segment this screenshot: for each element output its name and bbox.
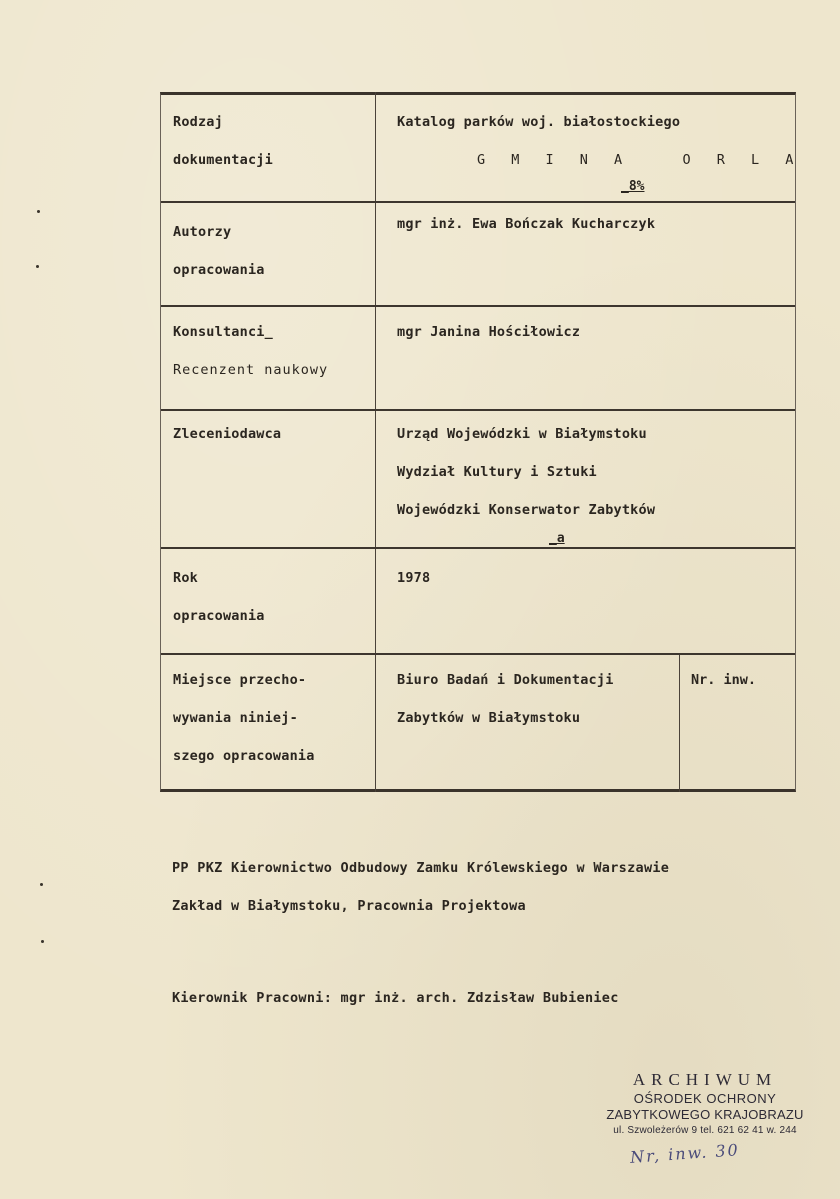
archive-stamp bbox=[590, 1070, 820, 1136]
table-row-storage-location bbox=[161, 655, 795, 792]
row-label: Rodzaj dokumentacji bbox=[173, 114, 273, 168]
row-value: mgr inż. Ewa Bończak Kucharczyk bbox=[397, 216, 656, 232]
table-row-document-type bbox=[161, 95, 803, 203]
row-value: Urząd Wojewódzki w Białymstoku Wydział Kultury i Sztuki Wojewódzki Konserwator Zabytków bbox=[397, 426, 656, 518]
workshop-manager: Kierownik Pracowni: mgr inż. arch. Zdzisław Bubieniec bbox=[172, 990, 619, 1006]
stamp-address: ul. Szwoleżerów 9 tel. 621 62 41 w. 244 bbox=[613, 1125, 797, 1136]
row-value: mgr Janina Hościłowicz bbox=[397, 324, 581, 340]
paper-speck bbox=[36, 265, 39, 268]
table-row-authors bbox=[161, 203, 795, 307]
row-label: Konsultanci_ Recenzent naukowy bbox=[173, 324, 329, 378]
row-label: Rok opracowania bbox=[173, 570, 265, 624]
table-row-year bbox=[161, 549, 795, 655]
paper-speck bbox=[40, 883, 43, 886]
handwritten-inventory-number: Nr, inw. 30 bbox=[629, 1140, 741, 1167]
column-divider-inventory bbox=[679, 655, 680, 792]
row-label: Zleceniodawca bbox=[173, 426, 282, 442]
handwritten-mark: _a bbox=[549, 531, 565, 546]
table-row-client bbox=[161, 411, 795, 549]
stamp-line-1: OŚRODEK OCHRONY bbox=[633, 1091, 777, 1106]
stamp-title: ARCHIWUM bbox=[632, 1070, 778, 1089]
documentation-table bbox=[160, 92, 803, 792]
paper-speck bbox=[37, 210, 40, 213]
row-label: Miejsce przecho- wywania niniej- szego opracowania bbox=[173, 672, 315, 764]
institution-line-1: PP PKZ Kierownictwo Odbudowy Zamku Królewskiego w Warszawie bbox=[172, 860, 670, 876]
row-value: Katalog parków woj. białostockiego G M I N A O R L A bbox=[397, 114, 803, 168]
row-label: Autorzy opracowania bbox=[173, 224, 265, 278]
row-value: Biuro Badań i Dokumentacji Zabytków w Białymstoku bbox=[397, 672, 614, 726]
handwritten-mark: _8% bbox=[621, 179, 645, 194]
stamp-line-2: ZABYTKOWEGO KRAJOBRAZU bbox=[606, 1107, 804, 1122]
paper-speck bbox=[41, 940, 44, 943]
inventory-number-label: Nr. inw. bbox=[691, 672, 757, 688]
table-row-consultants bbox=[161, 307, 795, 411]
institution-line-2: Zakład w Białymstoku, Pracownia Projektowa bbox=[172, 898, 526, 914]
row-value: 1978 bbox=[397, 570, 431, 586]
